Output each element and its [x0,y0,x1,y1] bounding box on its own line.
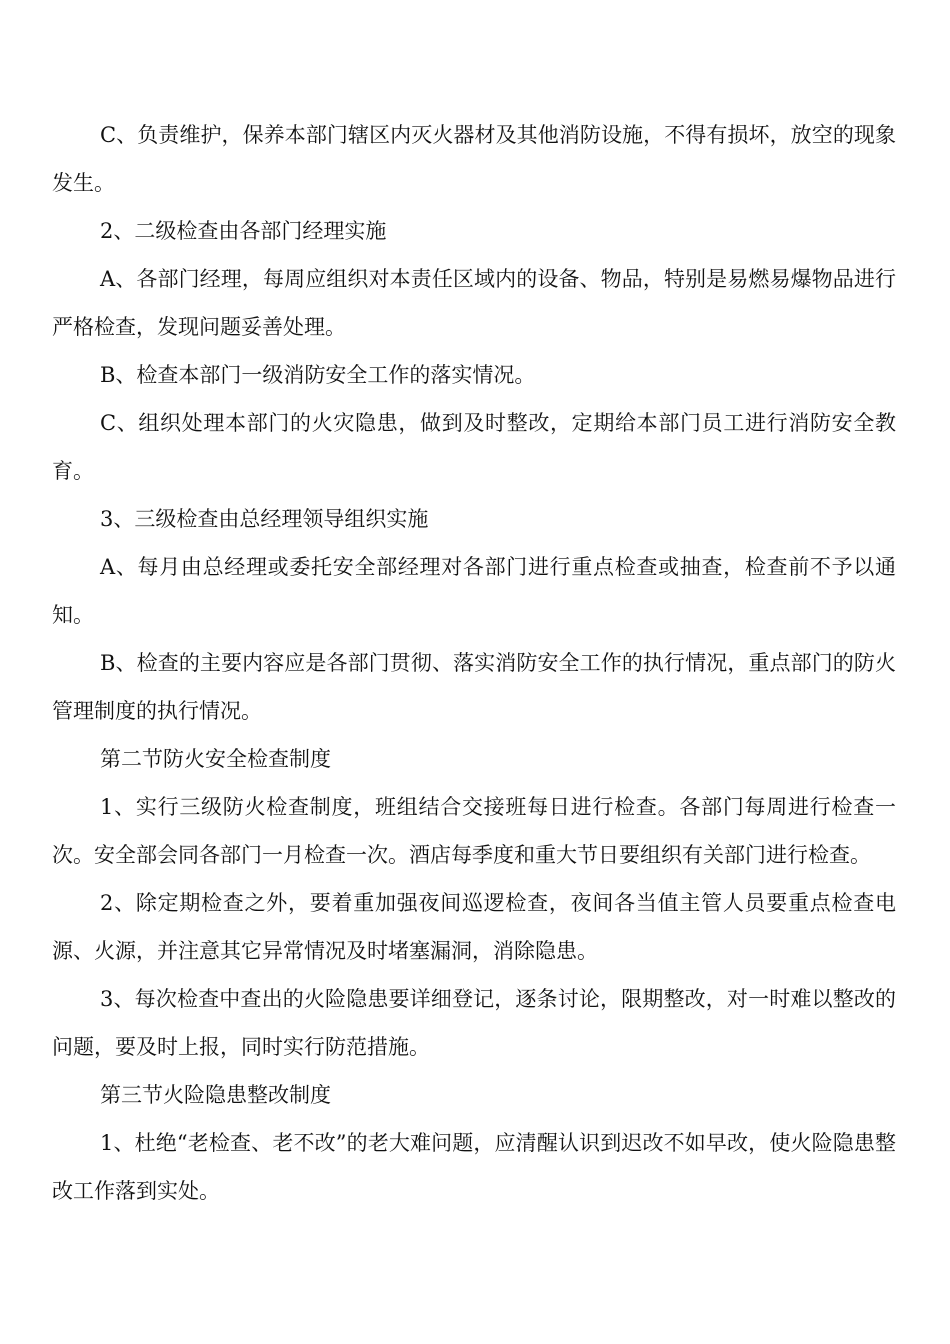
paragraph: 2、二级检查由各部门经理实施 [100,219,387,243]
paragraph: 3、三级检查由总经理领导组织实施 [100,507,429,531]
paragraph: C、负责维护，保养本部门辖区内灭火器材及其他消防设施，不得有损坏，放空的现象发生。 [52,123,896,195]
paragraph: B、检查的主要内容应是各部门贯彻、落实消防安全工作的执行情况，重点部门的防火管理制度的执行情况。 [52,651,896,723]
paragraph: 3、每次检查中查出的火险隐患要详细登记，逐条讨论，限期整改，对一时难以整改的问题，要及时上报，同时实行防范措施。 [52,987,896,1059]
paragraph: C、组织处理本部门的火灾隐患，做到及时整改，定期给本部门员工进行消防安全教育。 [52,411,896,483]
paragraph: 2、除定期检查之外，要着重加强夜间巡逻检查，夜间各当值主管人员要重点检查电源、火源，并注意其它异常情况及时堵塞漏洞，消除隐患。 [52,891,896,963]
paragraph: 1、杜绝“老检查、老不改”的老大难问题，应清醒认识到迟改不如早改，使火险隐患整改工作落到实处。 [52,1131,896,1203]
document-body [52,111,896,1215]
paragraph: B、检查本部门一级消防安全工作的落实情况。 [100,363,536,387]
paragraph: A、每月由总经理或委托安全部经理对各部门进行重点检查或抽查，检查前不予以通知。 [52,555,896,627]
section-heading: 第二节防火安全检查制度 [100,747,331,771]
section-heading: 第三节火险隐患整改制度 [100,1083,331,1107]
paragraph: 1、实行三级防火检查制度，班组结合交接班每日进行检查。各部门每周进行检查一次。安全部会同各部门一月检查一次。酒店每季度和重大节日要组织有关部门进行检查。 [52,795,896,867]
paragraph: A、各部门经理，每周应组织对本责任区域内的设备、物品，特别是易燃易爆物品进行严格检查，发现问题妥善处理。 [52,267,896,339]
